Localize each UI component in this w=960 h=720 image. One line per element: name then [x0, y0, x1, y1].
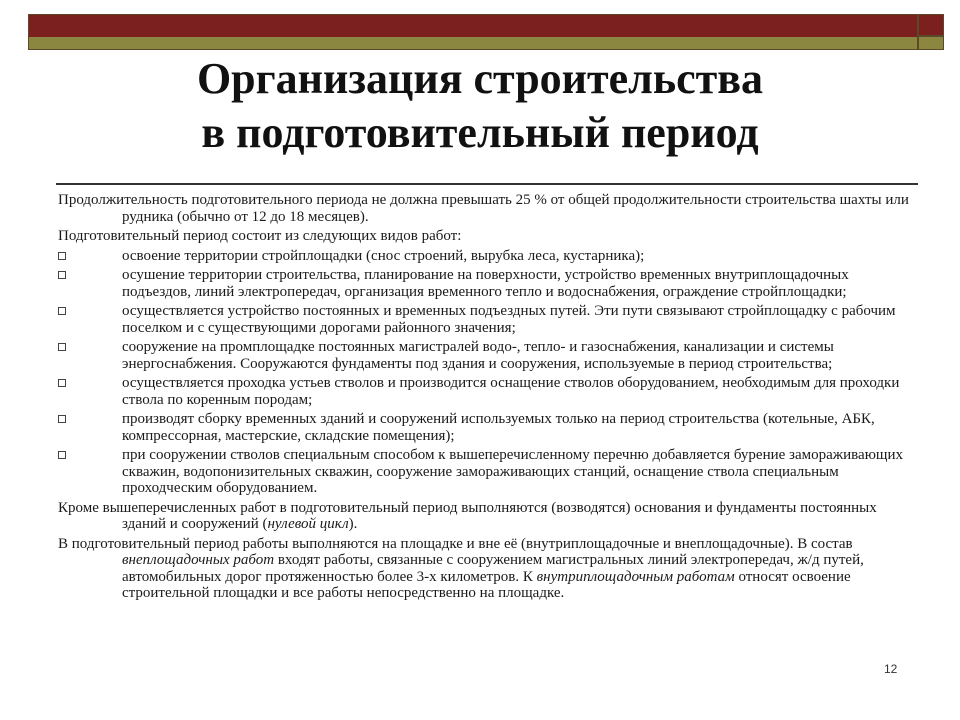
zero-cycle-text-b: ). [348, 516, 358, 532]
header-maroon-stripe [29, 15, 917, 37]
list-item [58, 411, 918, 444]
square-bullet-icon [58, 252, 66, 260]
slide-title-line1: Организация строительства [196, 54, 764, 103]
list-item-text: сооружение на промплощадке постоянных магистралей водо-, тепло- и газоснабжения, канализации и системы энергоснабжения. Сооружаются фундаменты под здания и сооружения, используемые в период строительства; [122, 339, 834, 372]
list-intro: Подготовительный период состоит из следующих видов работ: [58, 228, 462, 244]
list-item-text: при сооружении стволов специальным способом к вышеперечисленному перечню добавляется бурение замораживающих скважин, водопонизительных скважин, сооружение замораживающих станций, оснащение ствола специальным проходческим оборудованием. [122, 447, 903, 496]
square-bullet-icon [58, 271, 66, 279]
header-olive-stripe [29, 37, 917, 49]
list-item-text: освоение территории стройплощадки (снос строений, вырубка леса, кустарника); [122, 247, 645, 264]
list-item-text: осуществляется устройство постоянных и временных подъездных путей. Эти пути связывают стройплощадку с рабочим поселком и с существующими дорогами районного значения; [122, 303, 896, 336]
list-item [58, 339, 918, 372]
header-decor-bar [28, 14, 918, 50]
zero-cycle-paragraph [58, 500, 918, 533]
site-works-text-b: входят работы, связанные с сооружением магистральных линий электропередач, ж/д путей, автомобильных дорог протяженностью более 3-х километров. К [122, 552, 864, 585]
offsite-works-term: внеплощадочных работ [122, 552, 275, 568]
header-corner-square-top [918, 14, 944, 36]
square-bullet-icon [58, 451, 66, 459]
square-bullet-icon [58, 307, 66, 315]
slide-title-line2: в подготовительный период [201, 108, 759, 157]
site-works-text-c: относят освоение строительной площадки и все работы непосредственно на площадке. [122, 568, 851, 601]
list-item [58, 447, 918, 497]
list-item-text: осуществляется проходка устьев стволов и производится оснащение стволов оборудованием, необходимым для проходки ствола по коренным породам; [122, 375, 900, 408]
title-divider [56, 183, 918, 185]
list-item [58, 248, 918, 265]
square-bullet-icon [58, 379, 66, 387]
site-works-paragraph [58, 536, 918, 602]
zero-cycle-text-a: Кроме вышеперечисленных работ в подготовительный период выполняются (возводятся) основания и фундаменты постоянных зданий и сооружений ( [58, 499, 877, 532]
square-bullet-icon [58, 343, 66, 351]
list-item-text: производят сборку временных зданий и сооружений используемых только на период строительства (котельные, АБК, компрессорная, мастерские, складские помещения); [122, 411, 875, 444]
page-number: 12 [884, 662, 898, 676]
site-works-text-a: В подготовительный период работы выполняются на площадке и вне её (внутриплощадочные и внеплощадочные). В состав [58, 535, 853, 552]
list-item [58, 375, 918, 408]
list-item [58, 267, 918, 300]
slide-title [60, 52, 900, 160]
square-bullet-icon [58, 415, 66, 423]
intro-paragraph: Продолжительность подготовительного периода не должна превышать 25 % от общей продолжительности строительства шахты или рудника (обычно от 12 до 18 месяцев). [58, 192, 909, 225]
header-corner-square-bottom [918, 36, 944, 50]
list-item-text: осушение территории строительства, планирование на поверхности, устройство временных внутриплощадочных подъездов, линий электропередач, организация временного тепло и водоснабжения, ограждение стройплощадки; [122, 267, 849, 300]
onsite-works-term: внутриплощадочным работам [536, 568, 735, 585]
list-item [58, 303, 918, 336]
zero-cycle-term: нулевой цикл [267, 516, 349, 532]
slide-body [58, 192, 918, 605]
